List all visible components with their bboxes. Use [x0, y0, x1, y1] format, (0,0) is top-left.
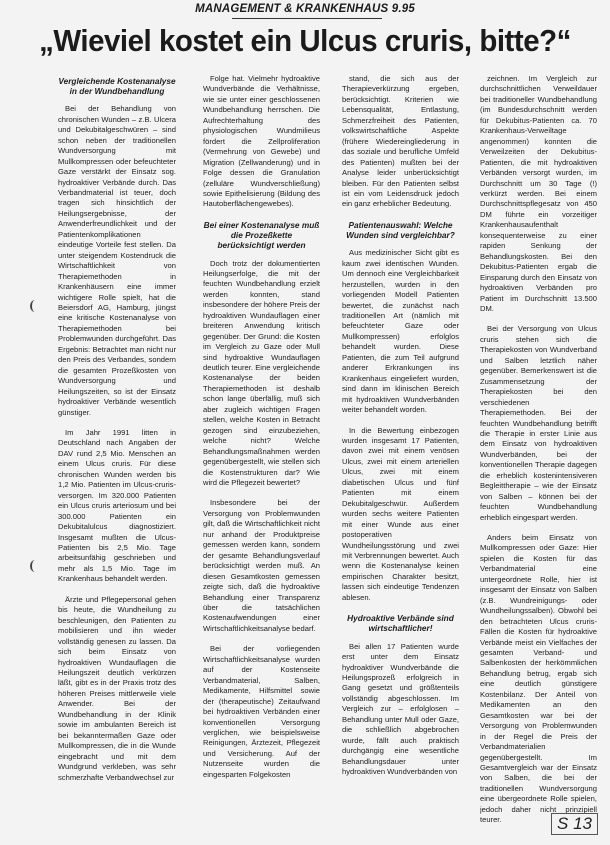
text-column-4 — [480, 74, 597, 834]
section-heading: Bei einer Kostenanalyse muß die Prozeßkette berücksichtigt werden — [203, 219, 320, 251]
body-paragraph: Bei der Behandlung von chronischen Wunden – z.B. Ulcera und Dekubitalgeschwüren – sind schon neben der traditionellen Wundversorgung mit Mullkompressen oder befeuchteter Gaze verstärkt der Einsatz sog. hydroaktiver Verbände durch. Das Verbandmaterial ist teuer, doch tragen sich hinsichtlich der Heilungsergebnisse, der Anwenderfreundlichkeit und der Patientenkomplikationen eindeutige Vorteile fest stellen. Da unter steigendem Kostendruck die Wirtschaftlichkeit von Therapiemethoden in Krankenhäusern eine immer wichtigere Rolle spielt, hat die Beiersdorf AG, Hamburg, jüngst eine kritische Kostenanalyse von Therapiemethoden bei Problemwunden durchgeführt. Das Ergebnis: Betrachtet man nicht nur den Preis des Verbandes, sondern die gesamten Prozeßkosten von Wundversorgung und Heilungszeiten, so ist der Einsatz hydroaktiver Verbände wesentlich günstiger. — [58, 104, 176, 417]
section-heading: Hydroaktive Verbände sind wirtschaftlicher! — [347, 613, 454, 634]
text-column-3 — [342, 74, 459, 834]
body-paragraph: Anders beim Einsatz von Mullkompressen oder Gaze: Hier spielen die Kosten für das Verbandmaterial eine untergeordnete Rolle, hier ist insgesamt der Einsatz von Salben (z.B. Wundreinigungs- oder Wundheilungssalben). Obwohl bei den betrachteten Ulcus cruris-Fällen die Kosten für hydroaktive Verbände meist ein Vielfaches der gesamten Verband- und Salbenkosten der herkömmlichen Behandlung betrug, ergab sich eine deutlich günstigere Kostenbilanz. Der Anteil von Medikamenten an den Gesamtkosten war bei der Versorgung von Problemwunden in der Regel die Preis der Verbandmaterialien gegenübergestellt. Im Gesamtvergleich war der Einsatz von Salben, die bei der traditionellen Wundversorgung eine übergeordnete Rolle spielen, jedoch daher nicht prinzipiell teurer. — [480, 533, 597, 825]
section-kicker: MANAGEMENT & KRANKENHAUS 9.95 — [195, 3, 415, 15]
body-paragraph: stand, die sich aus der Therapieverkürzung ergeben, berücksichtigt. Kriterien wie Lebensqualität, Entlastung, Schmerzfreiheit des Patienten, volkswirtschaftliche Aspekte (frühere Wiedereingliederung in das soziale und berufliche Umfeld des Patienten) mußten bei der Analyse leider unberücksichtigt bleiben. Für den Patienten selbst ist ein vom Leidensdruck jedoch ein ganz erheblicher Bedeutung. — [342, 74, 459, 209]
body-paragraph: Bei der vorliegenden Wirtschaftlichkeitsanalyse wurden auf der Kostenseite Verbandmaterial, Salben, Medikamente, Hilfsmittel sowie der (therapeutische) Zeitaufwand bei hydroaktiven Verbänden einer konventionellen Versorgung verglichen, wie beispielsweise Reinigungen, Ärztezeit, Pflegezeit und Versicherung. Auf der Nutzenseite wurden die eingesparten Folgekosten — [203, 644, 320, 779]
body-paragraph: In die Bewertung einbezogen wurden insgesamt 17 Patienten, davon zwei mit einem venösen Ulcus, zwei mit einem arteriellen Ulcus, zwei mit einem diabetischen Ulcus und fünf Patienten mit einem Dekubitalgeschwür. Außerdem wurden sechs weitere Patienten mit einer Wunde aus einer postoperativen Wundheilungsstörung und zwei mit Verbrennungen bewertet. Auch wenn die Kostenanalyse keinen empirischen Charakter besitzt, lassen sich eindeutige Tendenzen ablesen. — [342, 425, 459, 602]
article-headline: „Wieviel kostet ein Ulcus cruris, bitte?“ — [39, 23, 571, 58]
body-paragraph: Bei allen 17 Patienten wurde erst unter dem Einsatz hydroaktiver Wundverbände die Heilungsprozeß erfolgreich in Gang gesetzt und größtenteils vollständig abgeschlossen. Im Vergleich zur – erfolglosen – Behandlung unter Mull oder Gaze, die schließlich abgebrochen wurde, fällt auch praktisch durchgängig eine wesentliche Behandlungsdauer unter hydroaktiven Wundverbänden von — [342, 641, 459, 777]
section-heading: Patientenauswahl: Welche Wunden sind vergleichbar? — [346, 219, 455, 241]
body-paragraph: Ärzte und Pflegepersonal gehen bis heute, die Wundheilung zu beschleunigen, den Patienten zu mobilisieren und ihn wieder vollständig genesen zu lassen. Da sich beim Einsatz von hydroaktiven Wundauflagen die Heilungszeit deutlich verkürzen läßt, gibt es in der Praxis trotz des höheren Preises mittlerweile viele Anwender. Bei der Wundbehandlung in der Klinik sowie im ambulanten Bereich ist bei bekanntermaßen Gaze oder Mullkompressen, die in die Wunde eingebracht und mit dem Wundgrund verkleben, was sehr schmerzhafte Verbandwechsel zur — [58, 594, 176, 782]
body-paragraph: Im Jahr 1991 litten in Deutschland nach Angaben der DAV rund 2,5 Mio. Menschen an einem Ulcus cruris. Für diese chronischen Wunden werden bis 1,2 Mio. Patienten im Ulcus-cruris-versorgen. Im 320.000 Patienten ein Ulcus cruris arteriosum und bei 300.000 Patienten ein Dekubitalulcus diagnostiziert. Insgesamt mußten die Ulcus-Patienten bis 2,5 Mio. Tage arbeitsunfähig geschrieben und mehr als 1,5 Mio. Tage im Krankenhaus behandelt werden. — [58, 428, 176, 584]
text-column-2 — [203, 74, 320, 834]
page-number: S 13 — [551, 813, 598, 835]
text-column-1 — [58, 74, 176, 834]
section-heading: Vergleichende Kostenanalyse in der Wundbehandlung — [58, 76, 176, 97]
kicker-underline — [232, 18, 382, 19]
body-paragraph: Doch trotz der dokumentierten Heilungserfolge, die mit der feuchten Wundbehandlung erzielt werden konnten, stand insbesondere der höhere Preis der hydroaktiven Wundauflagen einer breiteren Anwendung kritisch gegenüber. Der Grund: die Kosten im Vergleich zu Gaze oder Mull sind hydroaktive Wundauflagen deutlich teurer. Eine vergleichende Kostenanalyse der beiden Therapiemethoden ist deshalb schon lange überfällig, muß sich aber zugleich wichtigen Fragen stellen, welche Kosten in Betracht gezogen sind einzubeziehen, welche nicht? Welche Behandlungsmaßnahmen werden gegenübergestellt, wie stellen sich die Kostenstrukturen dar? Wie wird die Pflegezeit bewertet? — [203, 258, 320, 488]
body-paragraph: Insbesondere bei der Versorgung von Problemwunden gilt, daß die Wirtschaftlichkeit nicht nur anhand der Produktpreise gemessen werden kann, sondern der gesamte Behandlungsverlauf berücksichtigt werden muß. An diesen Gesamtkosten gemessen zeigte sich, daß die hydroaktive Behandlung einer Transparenz über die tatsächlichen Kostenaufwendungen einer Wirtschaftlichkeitsanalyse bedarf. — [203, 498, 320, 633]
body-paragraph: Aus medizinischer Sicht gibt es kaum zwei identischen Wunden. Um dennoch eine Vergleichbarkeit herzustellen, wurden in den vorliegenden Modell Patienten bewertet, die zunächst nach traditionellen Art (nämlich mit befeuchteter Gaze oder Mullkompressen) erfolglos behandelt wurden. Diese Patienten, die zum Teil aufgrund anderer Erkrankungen ins Krankenhaus eingeliefert wurden, sind dann im klinischen Bereich mit hydroaktiven Wundverbänden weiter behandelt worden. — [342, 248, 459, 415]
body-paragraph: Bei der Versorgung von Ulcus cruris stehen sich die Therapiekosten von Wundverband und Salben letztlich näher gegenüber. Bemerkenswert ist die Zusammensetzung der Therapiekosten bei den verschiedenen Therapiemethoden. Bei der feuchten Wundbehandlung betrifft die Therapie in erster Linie aus dem Einsatz von hydroaktiven Wundverbänden, bei der konventionellen Therapie dagegen die erheblich kostenintensiveren Begleittherapie – wie der Einsatz von Salben – können bei der feuchten Wundbehandlung erheblich eingespart werden. — [480, 324, 597, 522]
body-paragraph: Folge hat. Vielmehr hydroaktive Wundverbände die Verhältnisse, wie sie unter einer geschlossenen Wundbehandlung herrschen. Die Aufrechterhaltung des physiologischen Wundmilieus fördert die Zellproliferation (Vermehrung von Gewebe) und Migration (Zellwanderung) und in Folge dessen die Granulation (zelluläre Wundverschließung) sowie Epithelisierung (Bildung des Hautoberflächengewebes). — [203, 74, 320, 209]
body-paragraph: zeichnen. Im Vergleich zur durchschnittlichen Verweildauer bei traditioneller Wundbehandlung (im Bundesdurchschnitt werden für Dekubitus-Patienten ca. 70 Krankenhaus-Verweiltage angenommen) konnten die Verweilzeiten der Dekubitus-Patienten, die mit hydroaktiven Verbänden versorgt wurden, im Durchschnitt um 30 Tage (!) verkürzt werden. Bei einem Durchschnittspflegesatz von 450 DM führte ein vorzeitiger Krankenhausaufenthalt konsequenterweise zu einer rapiden Senkung der Behandlungskosten. Bei den Dekubitus-Patienten ergab die Einsparung durch den Einsatz von hydroaktiven Verbänden pro Patient im Durchschnitt 13.500 DM. — [480, 74, 597, 313]
punch-hole-mark — [30, 560, 40, 572]
punch-hole-mark — [30, 300, 40, 312]
